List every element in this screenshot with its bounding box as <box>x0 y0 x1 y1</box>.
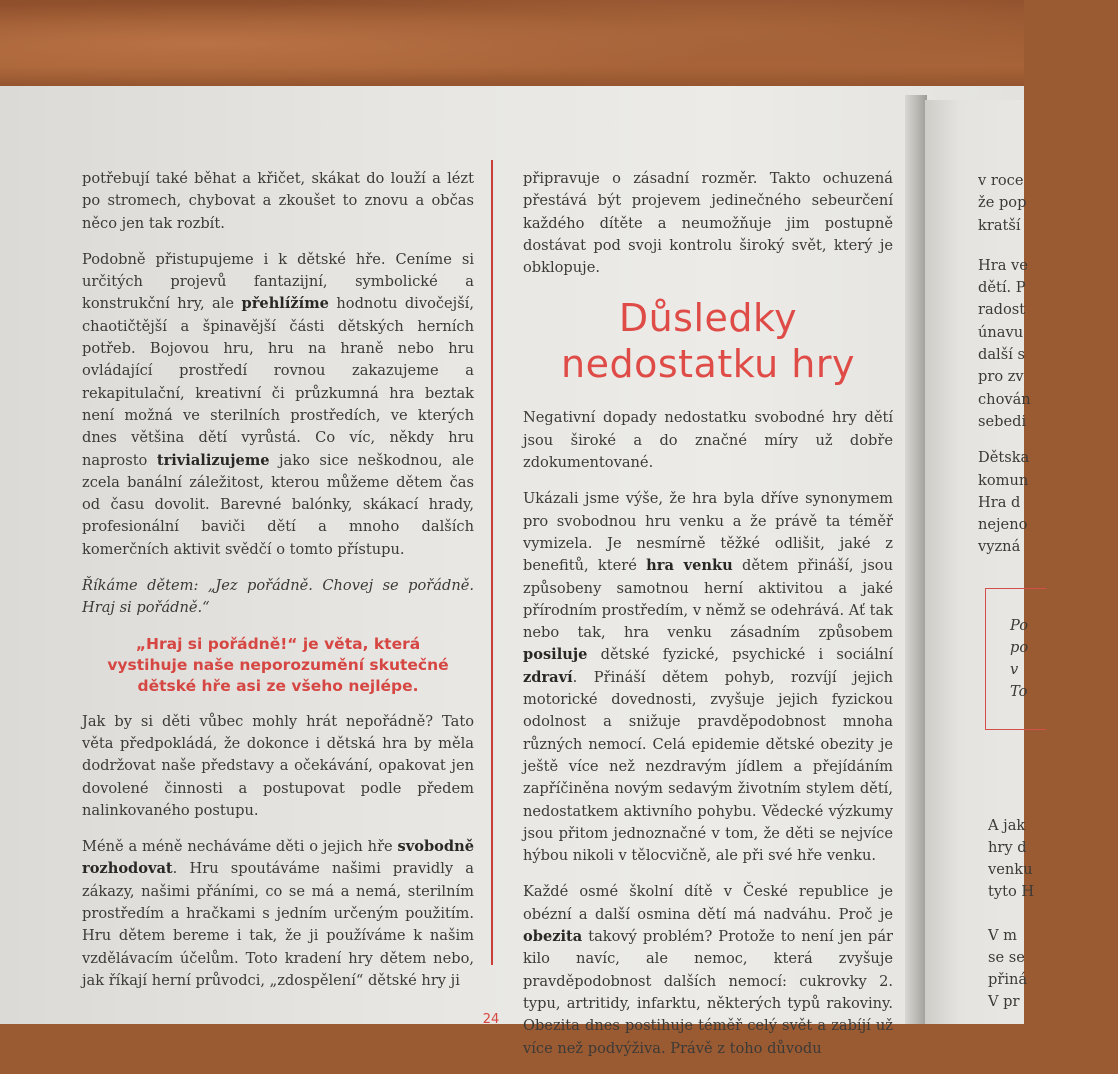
right-column <box>523 168 893 1074</box>
paragraph <box>523 881 893 1059</box>
fragment-line <box>988 903 1034 925</box>
fragment-line: A jak <box>988 817 1026 834</box>
fragment-line: další s <box>978 346 1025 364</box>
fragment-line: komun <box>978 471 1029 489</box>
fragment-line: Hra ve <box>978 256 1028 274</box>
text-run: . Hru spoutáváme našimi pravidly a zákazy, našimi přáními, co se má a nemá, sterilním prostředím a hračkami s jedním určeným použitím. Hru dětem bereme i tak, že ji používáme k našim vzdělávacím účelům. Toto kradení hry dětem nebo, jak říkají herní průvodci, „zdospělení“ dětské hry ji <box>82 860 474 989</box>
fragment-line: kratší <box>978 216 1021 234</box>
bold-term: zdraví <box>523 668 573 686</box>
next-page-lines-bottom <box>988 815 1034 1013</box>
next-page-lines-top <box>978 170 1118 237</box>
pull-quote: „Hraj si pořádně!“ je věta, která vystihuje naše neporozumění skutečné dětské hře asi ze všeho nejlépe. <box>107 634 449 695</box>
fragment-line: Hra d <box>978 493 1021 511</box>
fragment-line: se se <box>988 949 1025 966</box>
fragment-line: chován <box>978 390 1031 408</box>
paragraph <box>82 711 474 822</box>
text-run: . Přináší dětem pohyb, rozvíjí jejich motorické dovednosti, zvyšuje jejich fyzickou odolnost a snižuje pravděpodobnost mnoha různých nemocí. Celá epidemie dětské obezity je ještě více než nezdravým jídlem a přejídáním zapříčiněna novým sedavým životním stylem dětí, nedostatkem aktivního pohybu. Vědecké výzkumy jsou přitom jednoznačné v tom, že děti se nejvíce hýbou nikoli v tělocvičně, ale při své hře venku. <box>523 668 893 865</box>
fragment-line: pro zv <box>978 368 1024 386</box>
fragment-line: vyzná <box>978 538 1021 556</box>
text-run: Negativní dopady nedostatku svobodné hry dětí jsou široké a do značné míry už dobře zdokumentované. <box>523 409 893 472</box>
page-number: 24 <box>482 1012 500 1027</box>
column-divider <box>491 160 493 965</box>
bold-term: přehlížíme <box>241 295 329 313</box>
section-heading: Důsledky nedostatku hry <box>561 296 855 387</box>
bold-term: trivializujeme <box>156 451 270 469</box>
paragraph <box>82 249 474 561</box>
fragment-line: v <box>1010 661 1019 678</box>
fragment-line: přiná <box>988 971 1028 988</box>
text-run: takový problém? Protože to není jen pár kilo navíc, ale nemoc, která zvyšuje pravděpodobnost dalších nemocí: cukrovky 2. typu, artritidy, infarktu, některých typů rakoviny. Obezita dnes postihuje téměř celý svět a zabíjí už více než podvýživa. Právě z toho důvodu <box>523 928 893 1057</box>
text-run: Každé osmé školní dítě v České republice je obézní a další osmina dětí má nadváhu. Proč je <box>523 883 893 923</box>
fragment-line: radost <box>978 301 1026 319</box>
fragment-line: V pr <box>988 993 1020 1010</box>
fragment-line: dětí. P <box>978 279 1026 297</box>
text-run: Méně a méně necháváme děti o jejich hře <box>82 838 398 856</box>
text-run: dětské fyzické, psychické i sociální <box>587 646 893 664</box>
next-page-fragment-column <box>978 170 1118 559</box>
bold-term: hra venku <box>646 557 733 575</box>
next-page-lines-mid <box>978 255 1118 433</box>
fragment-line: venku <box>988 861 1033 878</box>
fragment-line: po <box>1010 639 1029 656</box>
paragraph <box>82 836 474 992</box>
left-paragraphs-bottom <box>82 711 474 993</box>
right-paragraphs <box>523 407 893 1059</box>
fragment-line: v roce <box>978 172 1024 189</box>
text-run: Říkáme dětem: „Jez pořádně. Chovej se pořádně. Hraj si pořádně.“ <box>82 577 474 617</box>
fragment-line: že pop <box>978 194 1027 212</box>
paragraph <box>82 575 474 620</box>
text-run: Jak by si děti vůbec mohly hrát nepořádně? Tato věta předpokládá, že dokonce i dětská hra by měla dodržovat naše představy a očekávání, opakovat jen dovolené činnosti a postupovat podle předem nalinkovaného postupu. <box>82 712 474 819</box>
fragment-line: V m <box>988 927 1018 944</box>
text-run: jako sice neškodnou, ale zcela banální záležitost, kterou můžeme dětem čas od času dovolit. Barevné balónky, skákací hrady, profesionální baviči dětí a mnoho dalších komerčních aktivit svědčí o tomto přístupu. <box>82 451 475 558</box>
text-run: Ukázali jsme výše, že hra byla dříve synonymem pro svobodnou hru venku a že právě ta téměř vymizela. Je nesmírně těžké odlišit, jaké z benefitů, které <box>523 490 893 575</box>
fragment-line: Dětska <box>978 449 1030 467</box>
paragraph <box>523 488 893 867</box>
fragment-line: Po <box>1010 617 1029 634</box>
text-run: dětem přináší, jsou způsobeny samotnou herní aktivitou a jaké přírodním prostředím, v němž se odehrává. Ať tak nebo tak, hra venku zásadním způsobem <box>523 557 893 642</box>
page-fold-edge <box>905 95 927 1024</box>
fragment-line: nejeno <box>978 516 1028 534</box>
next-page-lines-mid2 <box>978 447 1118 558</box>
fragment-line: tyto H <box>988 883 1035 900</box>
text-run: připravuje o zásadní rozměr. Takto ochuzená přestává být projevem jedinečného sebeurčení každého dítěte a neumožňuje jim postupně dostávat pod svoji kontrolu široký svět, který je obklopuje. <box>523 170 893 277</box>
text-run: potřebují také běhat a křičet, skákat do louží a lézt po stromech, chybovat a zkoušet to znovu a občas něco jen tak rozbít. <box>82 170 474 232</box>
intro-paragraph <box>523 168 893 279</box>
bold-term: svobodně rozhodovat <box>82 838 474 878</box>
next-page-box-text <box>1010 615 1050 703</box>
fragment-line: sebedi <box>978 412 1027 430</box>
text-run: Podobně přistupujeme i k dětské hře. Ceníme si určitých projevů fantazijní, symbolické a konstrukční hry, ale <box>82 250 474 313</box>
fragment-line: To <box>1010 683 1028 700</box>
bold-term: posiluje <box>523 646 588 664</box>
text-run: hodnotu divočejší, chaotičtější a špinavější části dětských herních potřeb. Bojovou hru, hru na hraně nebo hru ovládající prostředí rovnou zakazujeme a rekapitulační, kreativní či průzkumná hra beztak není možná ve sterilních prostředích, ve kterých dnes většina dětí vyrůstá. Co víc, někdy hru naprosto <box>82 295 474 469</box>
fragment-line: únavu <box>978 323 1024 341</box>
paragraph <box>523 407 893 474</box>
fragment-line: hry d <box>988 839 1027 856</box>
bold-term: obezita <box>523 928 583 946</box>
paragraph <box>82 168 474 235</box>
left-column <box>82 168 474 1006</box>
left-paragraphs-top <box>82 168 474 620</box>
